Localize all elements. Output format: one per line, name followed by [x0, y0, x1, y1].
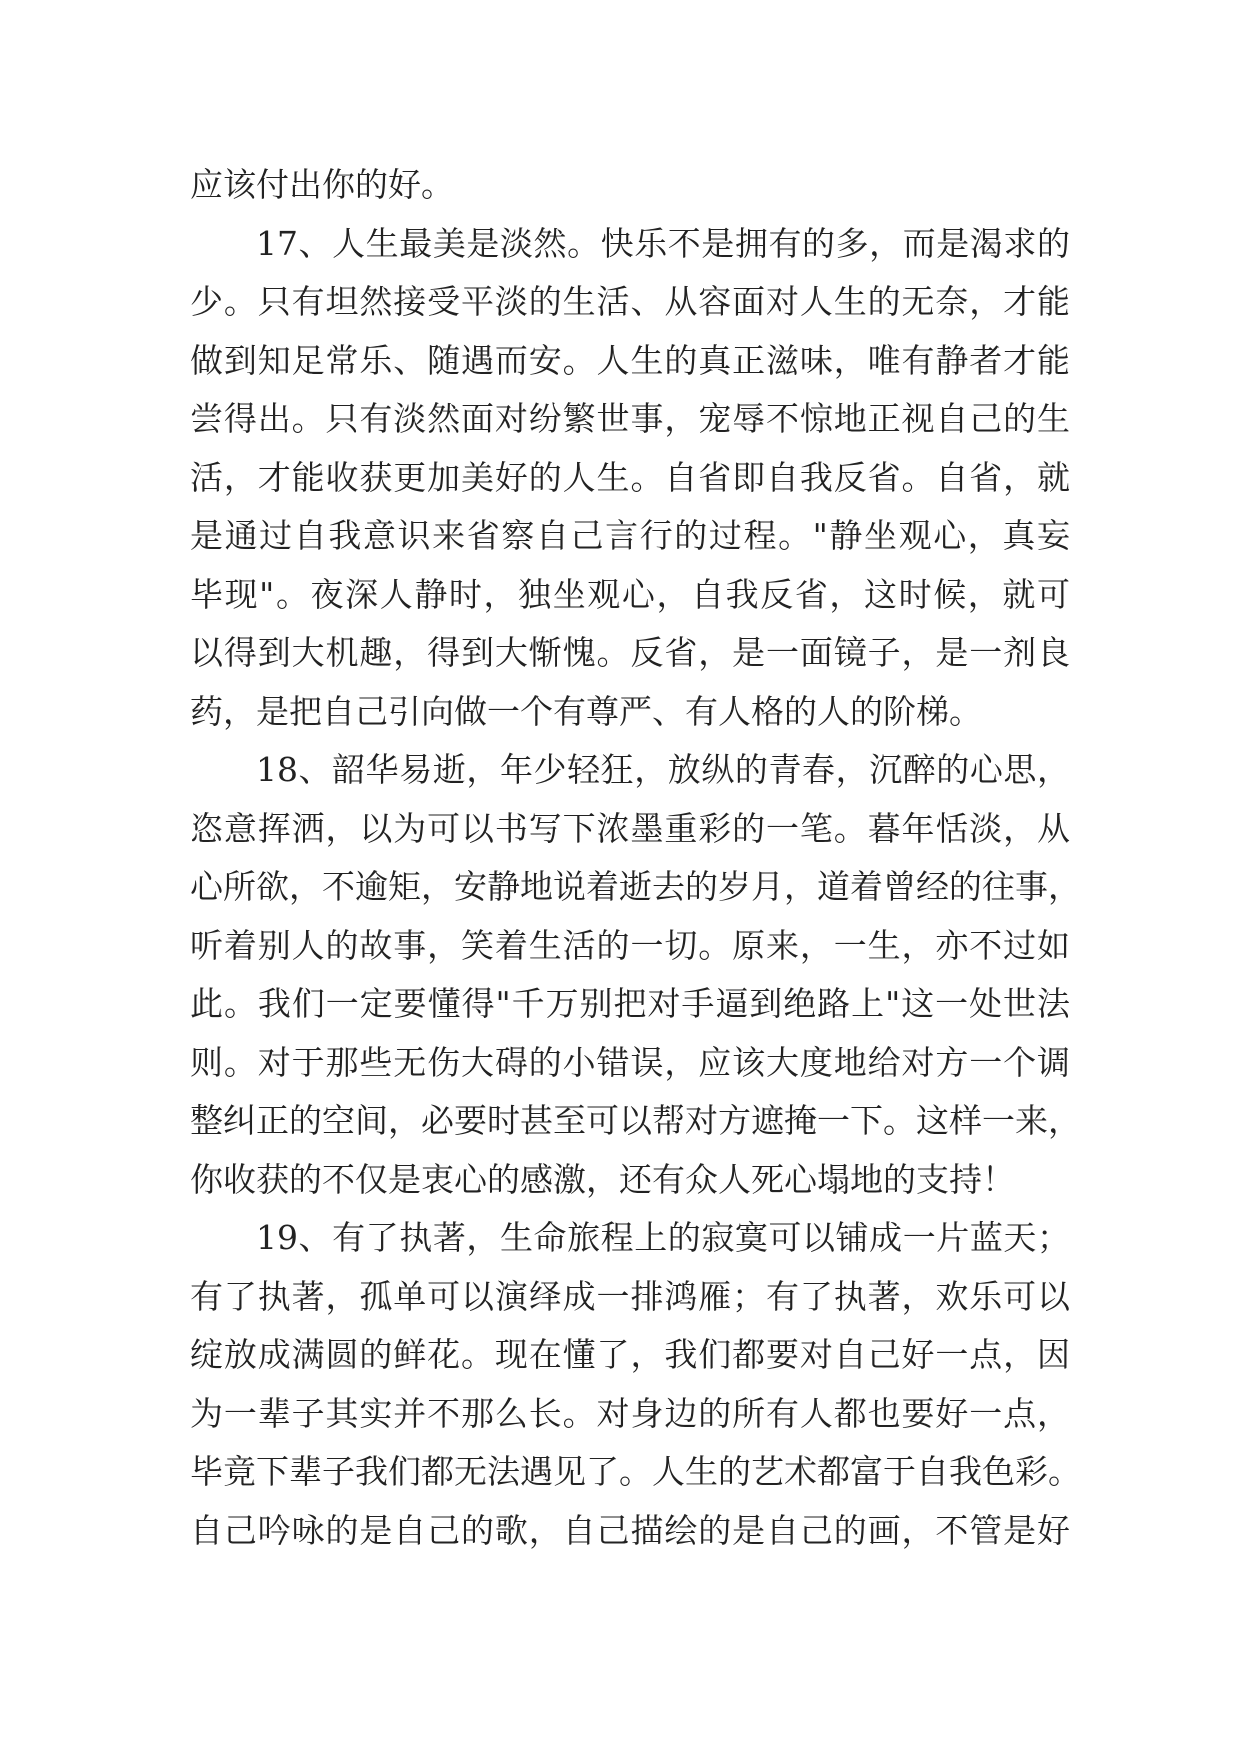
text-line: 做到知足常乐、随遇而安。人生的真正滋味，唯有静者才能	[190, 340, 1070, 380]
text-line: 是通过自我意识来省察自己言行的过程。"静坐观心，真妄	[190, 516, 1070, 555]
body-text	[190, 156, 1081, 1560]
text-line: 毕竟下辈子我们都无法遇见了。人生的艺术都富于自我色彩。	[190, 1452, 1081, 1491]
text-line: 自己吟咏的是自己的歌，自己描绘的是自己的画，不管是好	[190, 1510, 1070, 1550]
text-line: 活，才能收获更加美好的人生。自省即自我反省。自省，就	[190, 457, 1070, 497]
text-line: 药，是把自己引向做一个有尊严、有人格的人的阶梯。	[190, 691, 982, 731]
paragraph-first-line: 17、人生最美是淡然。快乐不是拥有的多，而是渴求的	[256, 223, 1070, 263]
text-line: 此。我们一定要懂得"千万别把对手逼到绝路上"这一处世法	[190, 984, 1070, 1023]
text-line: 尝得出。只有淡然面对纷繁世事，宠辱不惊地正视自己的生	[190, 399, 1070, 438]
text-line: 为一辈子其实并不那么长。对身边的所有人都也要好一点，	[190, 1393, 1070, 1433]
text-line: 恣意挥洒，以为可以书写下浓墨重彩的一笔。暮年恬淡，从	[190, 808, 1070, 848]
paragraph-first-line: 18、韶华易逝，年少轻狂，放纵的青春，沉醉的心思，	[256, 750, 1070, 789]
text-line: 以得到大机趣，得到大惭愧。反省，是一面镜子，是一剂良	[190, 633, 1070, 672]
text-line: 少。只有坦然接受平淡的生活、从容面对人生的无奈，才能	[190, 282, 1070, 321]
text-line: 你收获的不仅是衷心的感激，还有众人死心塌地的支持！	[190, 1159, 1015, 1199]
text-line: 有了执著，孤单可以演绎成一排鸿雁；有了执著，欢乐可以	[190, 1276, 1070, 1316]
text-line: 绽放成满圆的鲜花。现在懂了，我们都要对自己好一点，因	[190, 1335, 1070, 1374]
text-line: 整纠正的空间，必要时甚至可以帮对方遮掩一下。这样一来，	[190, 1101, 1081, 1140]
paragraph-first-line: 19、有了执著，生命旅程上的寂寞可以铺成一片蓝天；	[256, 1218, 1070, 1257]
text-line: 则。对于那些无伤大碍的小错误，应该大度地给对方一个调	[190, 1042, 1070, 1082]
text-line: 毕现"。夜深人静时，独坐观心，自我反省，这时候，就可	[190, 574, 1070, 614]
text-line: 应该付出你的好。	[190, 165, 454, 204]
text-line: 听着别人的故事，笑着生活的一切。原来，一生，亦不过如	[190, 925, 1070, 965]
text-line: 心所欲，不逾矩，安静地说着逝去的岁月，道着曾经的往事，	[190, 867, 1081, 906]
